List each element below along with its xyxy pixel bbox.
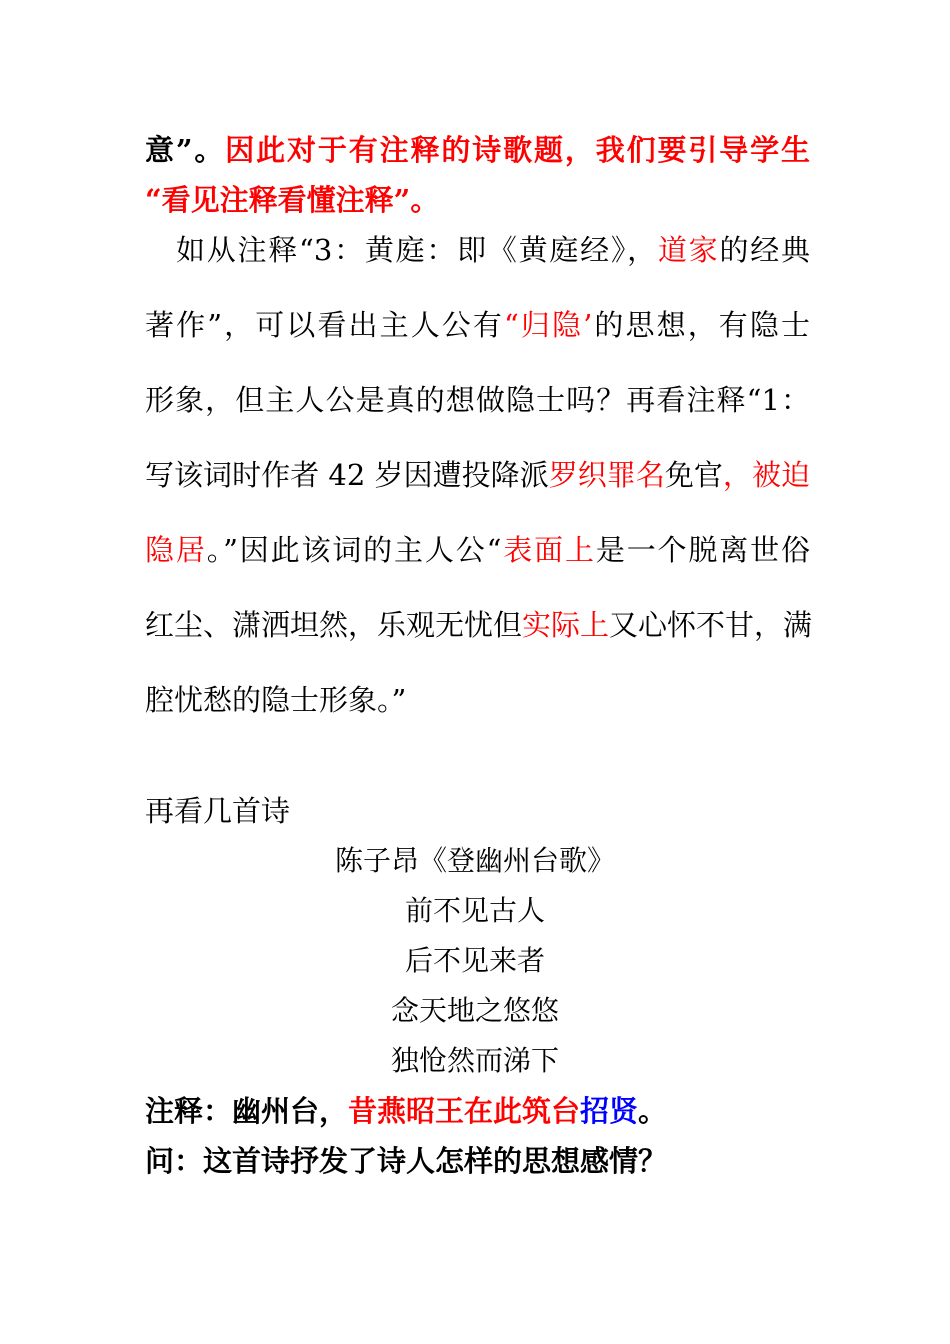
red-highlight: 因此对于有注释的诗歌题，我们要引导学生 [225, 133, 810, 167]
paragraph2-line2 [145, 307, 810, 343]
red-highlight: 罗织罪名 [548, 458, 665, 492]
section-heading: 再看几首诗 [145, 794, 291, 828]
text-segment: 。 [638, 1094, 668, 1128]
poem-line: 前不见古人 [404, 894, 545, 927]
poem-line: 念天地之悠悠 [390, 994, 559, 1027]
red-highlight: 表面上 [501, 533, 596, 567]
paragraph1-line1 [145, 132, 810, 168]
red-highlight: 昔燕昭王在此筑台 [348, 1094, 581, 1128]
red-highlight: “看见注释看懂注释”。 [145, 183, 440, 217]
poem-line: 后不见来者 [404, 944, 545, 977]
text-segment: 免官 [664, 458, 723, 492]
text-segment: 是一个脱离世俗 [595, 533, 810, 567]
text-segment: 意”。 [145, 133, 226, 167]
red-highlight: ，被迫 [722, 458, 810, 492]
text-segment: 又心怀不甘，满 [609, 608, 813, 642]
paragraph2-line7 [145, 682, 810, 718]
text-segment: 如从注释“3：黄庭：即《黄庭经》， [176, 233, 658, 267]
text-segment: 的经典 [719, 233, 810, 267]
poem-line: 独怆然而涕下 [390, 1044, 559, 1077]
paragraph2-line4 [145, 457, 810, 493]
paragraph1-line2 [145, 182, 810, 218]
paragraph2-line3 [145, 382, 810, 418]
text-segment: 写该词时作者 42 岁因遭投降派 [145, 458, 549, 492]
text-segment: 腔忧愁的隐士形象。” [145, 683, 407, 717]
red-highlight: 道家 [657, 233, 720, 267]
text-segment: 著作”，可以看出主人公有 [145, 308, 504, 342]
poem-title: 陈子昂《登幽州台歌》 [334, 844, 615, 877]
red-highlight: 隐居 [145, 533, 207, 567]
text-segment: 。”因此该词的主人公“ [206, 533, 502, 567]
paragraph2-line1 [176, 232, 810, 268]
text-segment: 的思想，有隐士 [592, 308, 810, 342]
poem-question: 问：这首诗抒发了诗人怎样的思想感情？ [145, 1144, 668, 1178]
poem-note [145, 1093, 810, 1129]
blue-highlight: 招贤 [580, 1094, 639, 1128]
paragraph2-line5 [145, 532, 810, 568]
red-highlight: 实际上 [522, 608, 610, 642]
text-segment: 红尘、潇洒坦然，乐观无忧但 [145, 608, 523, 642]
red-highlight: “归隐’ [503, 308, 593, 342]
paragraph2-line6 [145, 607, 813, 643]
text-segment: 注释：幽州台， [145, 1094, 349, 1128]
text-segment: 形象，但主人公是真的想做隐士吗？再看注释“1： [145, 383, 810, 417]
